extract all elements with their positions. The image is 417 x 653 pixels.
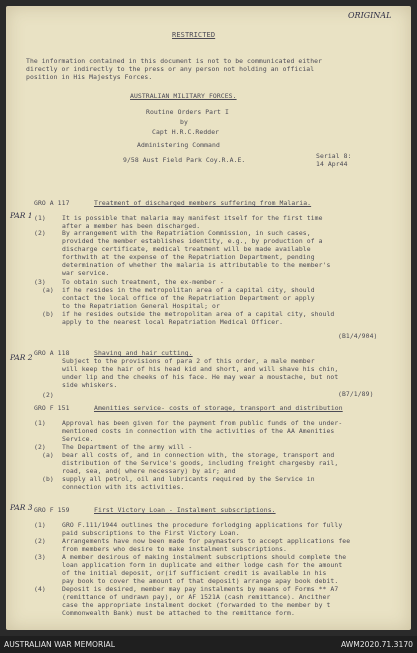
body-line: mentioned costs in connection with the activities of the AA Amenities bbox=[62, 427, 335, 435]
body-line: if he resides outside the metropolitan area of a capital city, should bbox=[62, 310, 335, 318]
section-number: GRO A 118 bbox=[34, 349, 70, 357]
orders-title: Routine Orders Part I bbox=[146, 108, 229, 116]
document-page bbox=[6, 6, 411, 630]
order-date: 14 Apr44 bbox=[316, 160, 348, 168]
body-line: side whiskers. bbox=[62, 381, 118, 389]
unit-name: 9/58 Aust Field Park Coy.R.A.E. bbox=[123, 156, 246, 164]
body-line: By arrangement with the Repatriation Commission, in such cases, bbox=[62, 229, 311, 237]
officer-name: Capt H.R.C.Redder bbox=[152, 128, 220, 136]
body-line: It is possible that malaria may manifest itself for the first time bbox=[62, 214, 323, 222]
item-marker: (a) bbox=[42, 451, 54, 459]
section-number: GRO F 159 bbox=[34, 506, 70, 514]
section-number: GRO A 117 bbox=[34, 199, 70, 207]
body-line: will keep the hair of his head kid and short, and will shave his chin, bbox=[62, 365, 339, 373]
margin-note-par3: PAR 3 bbox=[10, 503, 33, 512]
body-line: Service. bbox=[62, 435, 94, 443]
warning-line-1: The information contained in this document is not to be communicated either bbox=[26, 57, 323, 65]
item-marker: (2) bbox=[34, 443, 46, 451]
body-line: The Department of the army will - bbox=[62, 443, 193, 451]
item-marker: (2) bbox=[34, 537, 46, 545]
body-line: provided the member establishes identity, e.g., by production of a bbox=[62, 237, 323, 245]
body-line: if he resides in the metropolitan area of a capital city, should bbox=[62, 286, 315, 294]
section-title: Treatment of discharged members suffering from Malaria. bbox=[94, 199, 312, 207]
body-line: discharge certificate, medical treatment will be made available bbox=[62, 245, 311, 253]
body-line: of the initial deposit, or(if sufficient credit is available in his bbox=[62, 569, 327, 577]
body-line: paid subscriptions to the First Victory Loan. bbox=[62, 529, 240, 537]
item-marker: (1) bbox=[34, 419, 46, 427]
footer-institution: AUSTRALIAN WAR MEMORIAL bbox=[4, 640, 115, 649]
section-title: Amenities service- costs of storage, transport and distribution bbox=[94, 404, 343, 412]
warning-line-3: position in His Majestys Forces. bbox=[26, 73, 153, 81]
body-line: loan application form in duplicate and either lodge cash for the amount bbox=[62, 561, 343, 569]
margin-note-par2: PAR 2 bbox=[10, 353, 33, 362]
body-line: to the Repatriation General Hospital; or bbox=[62, 302, 220, 310]
archive-footer bbox=[0, 636, 417, 653]
body-line: war service. bbox=[62, 269, 110, 277]
body-line: Arrangements have now been made for paymasters to accept applications fee bbox=[62, 537, 351, 545]
item-marker: (3) bbox=[34, 553, 46, 561]
body-line: under lip and the cheeks of his face. He may wear a moustache, but not bbox=[62, 373, 339, 381]
item-marker: (4) bbox=[34, 585, 46, 593]
force-heading: AUSTRALIAN MILITARY FORCES. bbox=[130, 92, 237, 100]
section-number: GRO F 151 bbox=[34, 404, 70, 412]
section-title: Shaving and hair cutting. bbox=[94, 349, 193, 357]
item-marker: (1) bbox=[34, 214, 46, 222]
body-line: Commonwealth Bank) must be attached to the remittance form. bbox=[62, 609, 295, 617]
footer-accession-number: AWM2020.71.3170 bbox=[341, 640, 413, 649]
warning-line-2: directly or indirectly to the press or any person not holding an official bbox=[26, 65, 315, 73]
body-line: Subject to the provisions of para 2 of this order, a male member bbox=[62, 357, 315, 365]
body-line: after a member has been discharged. bbox=[62, 222, 201, 230]
section-reference: (B1/4/904) bbox=[338, 332, 378, 340]
body-line: from members who desire to make instalment subscriptions. bbox=[62, 545, 288, 553]
item-marker: (3) bbox=[34, 278, 46, 286]
item-marker: (b) bbox=[42, 310, 54, 318]
section-title: First Victory Loan - Instalment subscriptions. bbox=[94, 506, 276, 514]
body-line: connection with its activities. bbox=[62, 483, 185, 491]
body-line: A member desirous of making instalment subscriptions should complete the bbox=[62, 553, 347, 561]
item-marker: (2) bbox=[42, 391, 54, 399]
body-line: pay book to cover the amount of that deposit) arrange apay book debit. bbox=[62, 577, 339, 585]
body-line: To obtain such treatment, the ex-member - bbox=[62, 278, 224, 286]
margin-note-par1: PAR 1 bbox=[10, 211, 33, 220]
body-line: supply all petrol, oil and lubricants required by the Service in bbox=[62, 475, 315, 483]
body-line: GRO F.111/1944 outlines the procedure forlodging applications for fully bbox=[62, 521, 343, 529]
body-line: bear all costs of, and in connection with, the storage, transport and bbox=[62, 451, 335, 459]
handwritten-original-note: ORIGINAL bbox=[348, 11, 392, 20]
body-line: distribution of the Service's goods, including freight chargesby rail, bbox=[62, 459, 339, 467]
body-line: determination of whether the malaria is attributable to the member's bbox=[62, 261, 331, 269]
item-marker: (1) bbox=[34, 521, 46, 529]
officer-role: Administering Command bbox=[137, 141, 220, 149]
body-line: road, sea, and( where necessary) by air; and bbox=[62, 467, 236, 475]
item-marker: (b) bbox=[42, 475, 54, 483]
body-line: Deposit is desired, member may pay instalments by means of Forms ** A7 bbox=[62, 585, 339, 593]
item-marker: (2) bbox=[34, 229, 46, 237]
body-line: Approval has been given for the payment from public funds of the under- bbox=[62, 419, 343, 427]
body-line: forthwith at the expense of the Repatriation Department, pending bbox=[62, 253, 315, 261]
classification-heading: RESTRICTED bbox=[172, 31, 216, 39]
body-line: (remittance of undrawn pay), or AF 1521A (cash remittance). Ancither bbox=[62, 593, 331, 601]
body-line: case the appropriate instalment docket (forwarded to the member by t bbox=[62, 601, 331, 609]
orders-by: by bbox=[180, 118, 188, 126]
item-marker: (a) bbox=[42, 286, 54, 294]
serial-number: Serial 8: bbox=[316, 152, 352, 160]
body-line: contact the local office of the Repatriation Department or apply bbox=[62, 294, 315, 302]
body-line: apply to the nearest local Repatriation Medical Officer. bbox=[62, 318, 284, 326]
section-reference: (B7/1/89) bbox=[338, 390, 374, 398]
